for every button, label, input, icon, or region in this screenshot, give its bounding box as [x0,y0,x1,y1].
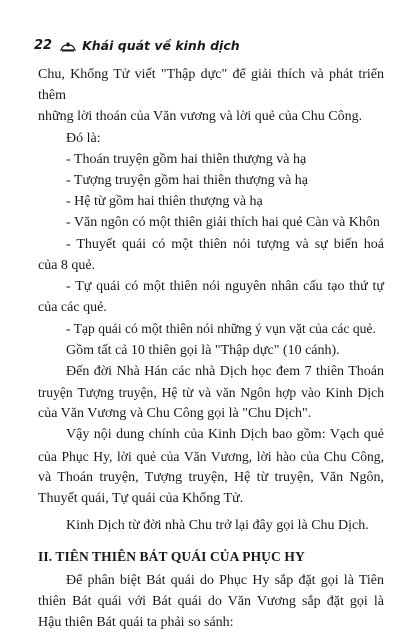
text-line: của 8 quẻ. [38,257,96,273]
text-line: Kinh Dịch từ đời nhà Chu trở lại đây gọi là Chu Dịch. [66,518,369,534]
text-line: của các quẻ. [38,300,107,316]
list-item: - Tự quái có một thiên nói nguyên nhân cấu tạo thứ tự [66,279,384,295]
text-line: của Phục Hy, lời quẻ của Văn Vương, lời hào của Chu Công, [38,448,384,464]
text-line: Đó là: [66,130,101,146]
ornament-icon [60,40,76,52]
text-line: thiên Bát quái với Bát quái do Văn Vương sắp đặt gọi là [38,593,384,609]
text-line: Đến đời Nhà Hán các nhà Dịch học đem 7 thiên Thoán [66,363,384,379]
text-line: Chu, Khổng Tử viết "Thập dực" để giải thích và phát triển thêm [38,67,384,104]
text-line: truyện Tượng truyện, Hệ từ và văn Ngôn hợp vào Kinh Dịch [38,385,384,401]
body-text [38,64,384,633]
text-line: Để phân biệt Bát quái do Phục Hy sắp đặt gọi là Tiên [66,572,384,588]
page-number: 22 [34,38,53,53]
list-item: - Thoán truyện gồm hai thiên thượng và hạ [66,151,307,167]
text-line: Gồm tất cả 10 thiên gọi là "Thập dực" (10 cánh). [66,342,340,358]
list-item: - Tượng truyện gồm hai thiên thượng và hạ [66,173,309,189]
list-item: - Văn ngôn có một thiên giải thích hai quẻ Càn và Khôn [66,215,380,231]
running-header [34,38,240,53]
running-title: Khái quát về kinh dịch [82,38,240,53]
list-item: - Hệ từ gồm hai thiên thượng và hạ [66,194,263,210]
list-item: - Thuyết quái có một thiên nói tượng và sự biến hoá [66,236,384,252]
list-item: - Tạp quái có một thiên nói những ý vụn vặt của các quẻ. [66,321,376,337]
section-heading: II. TIÊN THIÊN BÁT QUÁI CỦA PHỤC HY [38,549,305,565]
text-line: Hậu thiên Bát quái ta phải so sánh: [38,615,234,631]
text-line: những lời thoán của Văn vương và lời quẻ của Chu Công. [38,109,363,125]
text-line: của Văn Vương và Chu Công gọi là "Chu Dịch". [38,406,312,422]
text-line: Thuyết quái, Tự quái của Khổng Tử. [38,491,244,507]
text-line: và Thoán truyện, Tượng truyện, Hệ từ truyện, Văn Ngôn, [38,469,384,485]
text-line: Vậy nội dung chính của Kinh Dịch bao gồm: Vạch quẻ [66,427,384,443]
